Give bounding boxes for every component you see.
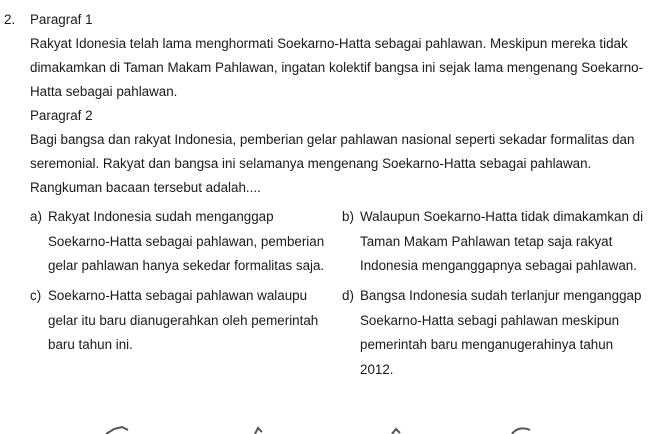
- cropped-mark: [392, 429, 400, 434]
- option-line: Soekarno-Hatta sebagai pahlawan walaupu: [48, 288, 308, 303]
- question-prompt: Rangkuman bacaan tersebut adalah....: [30, 180, 261, 195]
- option-line: Taman Makam Pahlawan tetap saja rakyat: [360, 233, 613, 249]
- paragraph1-line: Rakyat Idonesia telah lama menghormati Soekarno-Hatta sebagai pahlawan. Meskipun mereka tidak: [30, 36, 628, 51]
- cropped-bottom-marks: [0, 424, 670, 434]
- paragraph1-line: dimakamkan di Taman Makam Pahlawan, ingatan kolektif bangsa ini sejak lama mengenang Soekarno-: [30, 60, 644, 75]
- option-line: Walaupun Soekarno-Hatta tidak dimakamkan di: [360, 209, 644, 224]
- option-line: baru tahun ini.: [48, 337, 133, 353]
- paragraph2-title: Paragraf 2: [30, 108, 93, 123]
- paragraph1-title: Paragraf 1: [30, 12, 93, 27]
- paragraph1-line: Hatta sebagai pahlawan.: [30, 84, 178, 99]
- option-d-text: [360, 284, 641, 382]
- option-c-text: [48, 284, 318, 358]
- option-a[interactable]: [30, 205, 324, 279]
- option-line: gelar itu baru dianugerahkan oleh pemerintah: [48, 312, 319, 328]
- cropped-mark: [255, 428, 262, 434]
- paragraph2-line: Bagi bangsa dan rakyat Indonesia, pemberian gelar pahlawan nasional seperti sekadar formalitas dan: [30, 132, 635, 147]
- cropped-mark: [512, 428, 530, 434]
- option-a-text: [48, 205, 324, 279]
- option-line: Bangsa Indonesia sudah terlanjur menganggap: [360, 288, 642, 303]
- paragraph2-line: seremonial. Rakyat dan bangsa ini selamanya mengenang Soekarno-Hatta sebagai pahlawan.: [30, 156, 592, 171]
- option-d-letter: d): [342, 288, 354, 303]
- option-line: pemerintah baru menganugerahinya tahun: [360, 337, 614, 353]
- option-line: gelar pahlawan hanya sekedar formalitas saja.: [48, 258, 325, 274]
- option-b-letter: b): [342, 209, 354, 224]
- option-line: Soekarno-Hatta sebagai pahlawan, pemberian: [48, 233, 325, 249]
- option-line: Rakyat Indonesia sudah menganggap: [48, 209, 274, 224]
- option-b[interactable]: [342, 205, 643, 279]
- option-a-letter: a): [30, 209, 42, 224]
- question-number: 2.: [4, 12, 16, 27]
- option-b-text: [360, 205, 643, 279]
- question-body: [30, 8, 660, 200]
- option-c[interactable]: [30, 284, 318, 358]
- option-d[interactable]: [342, 284, 641, 382]
- cropped-mark: [106, 427, 128, 434]
- option-line: Indonesia menganggapnya sebagai pahlawan.: [360, 258, 637, 274]
- option-line: 2012.: [360, 361, 394, 377]
- option-c-letter: c): [30, 288, 42, 303]
- option-line: Soekarno-Hatta sebagi pahlawan meskipun: [360, 312, 620, 328]
